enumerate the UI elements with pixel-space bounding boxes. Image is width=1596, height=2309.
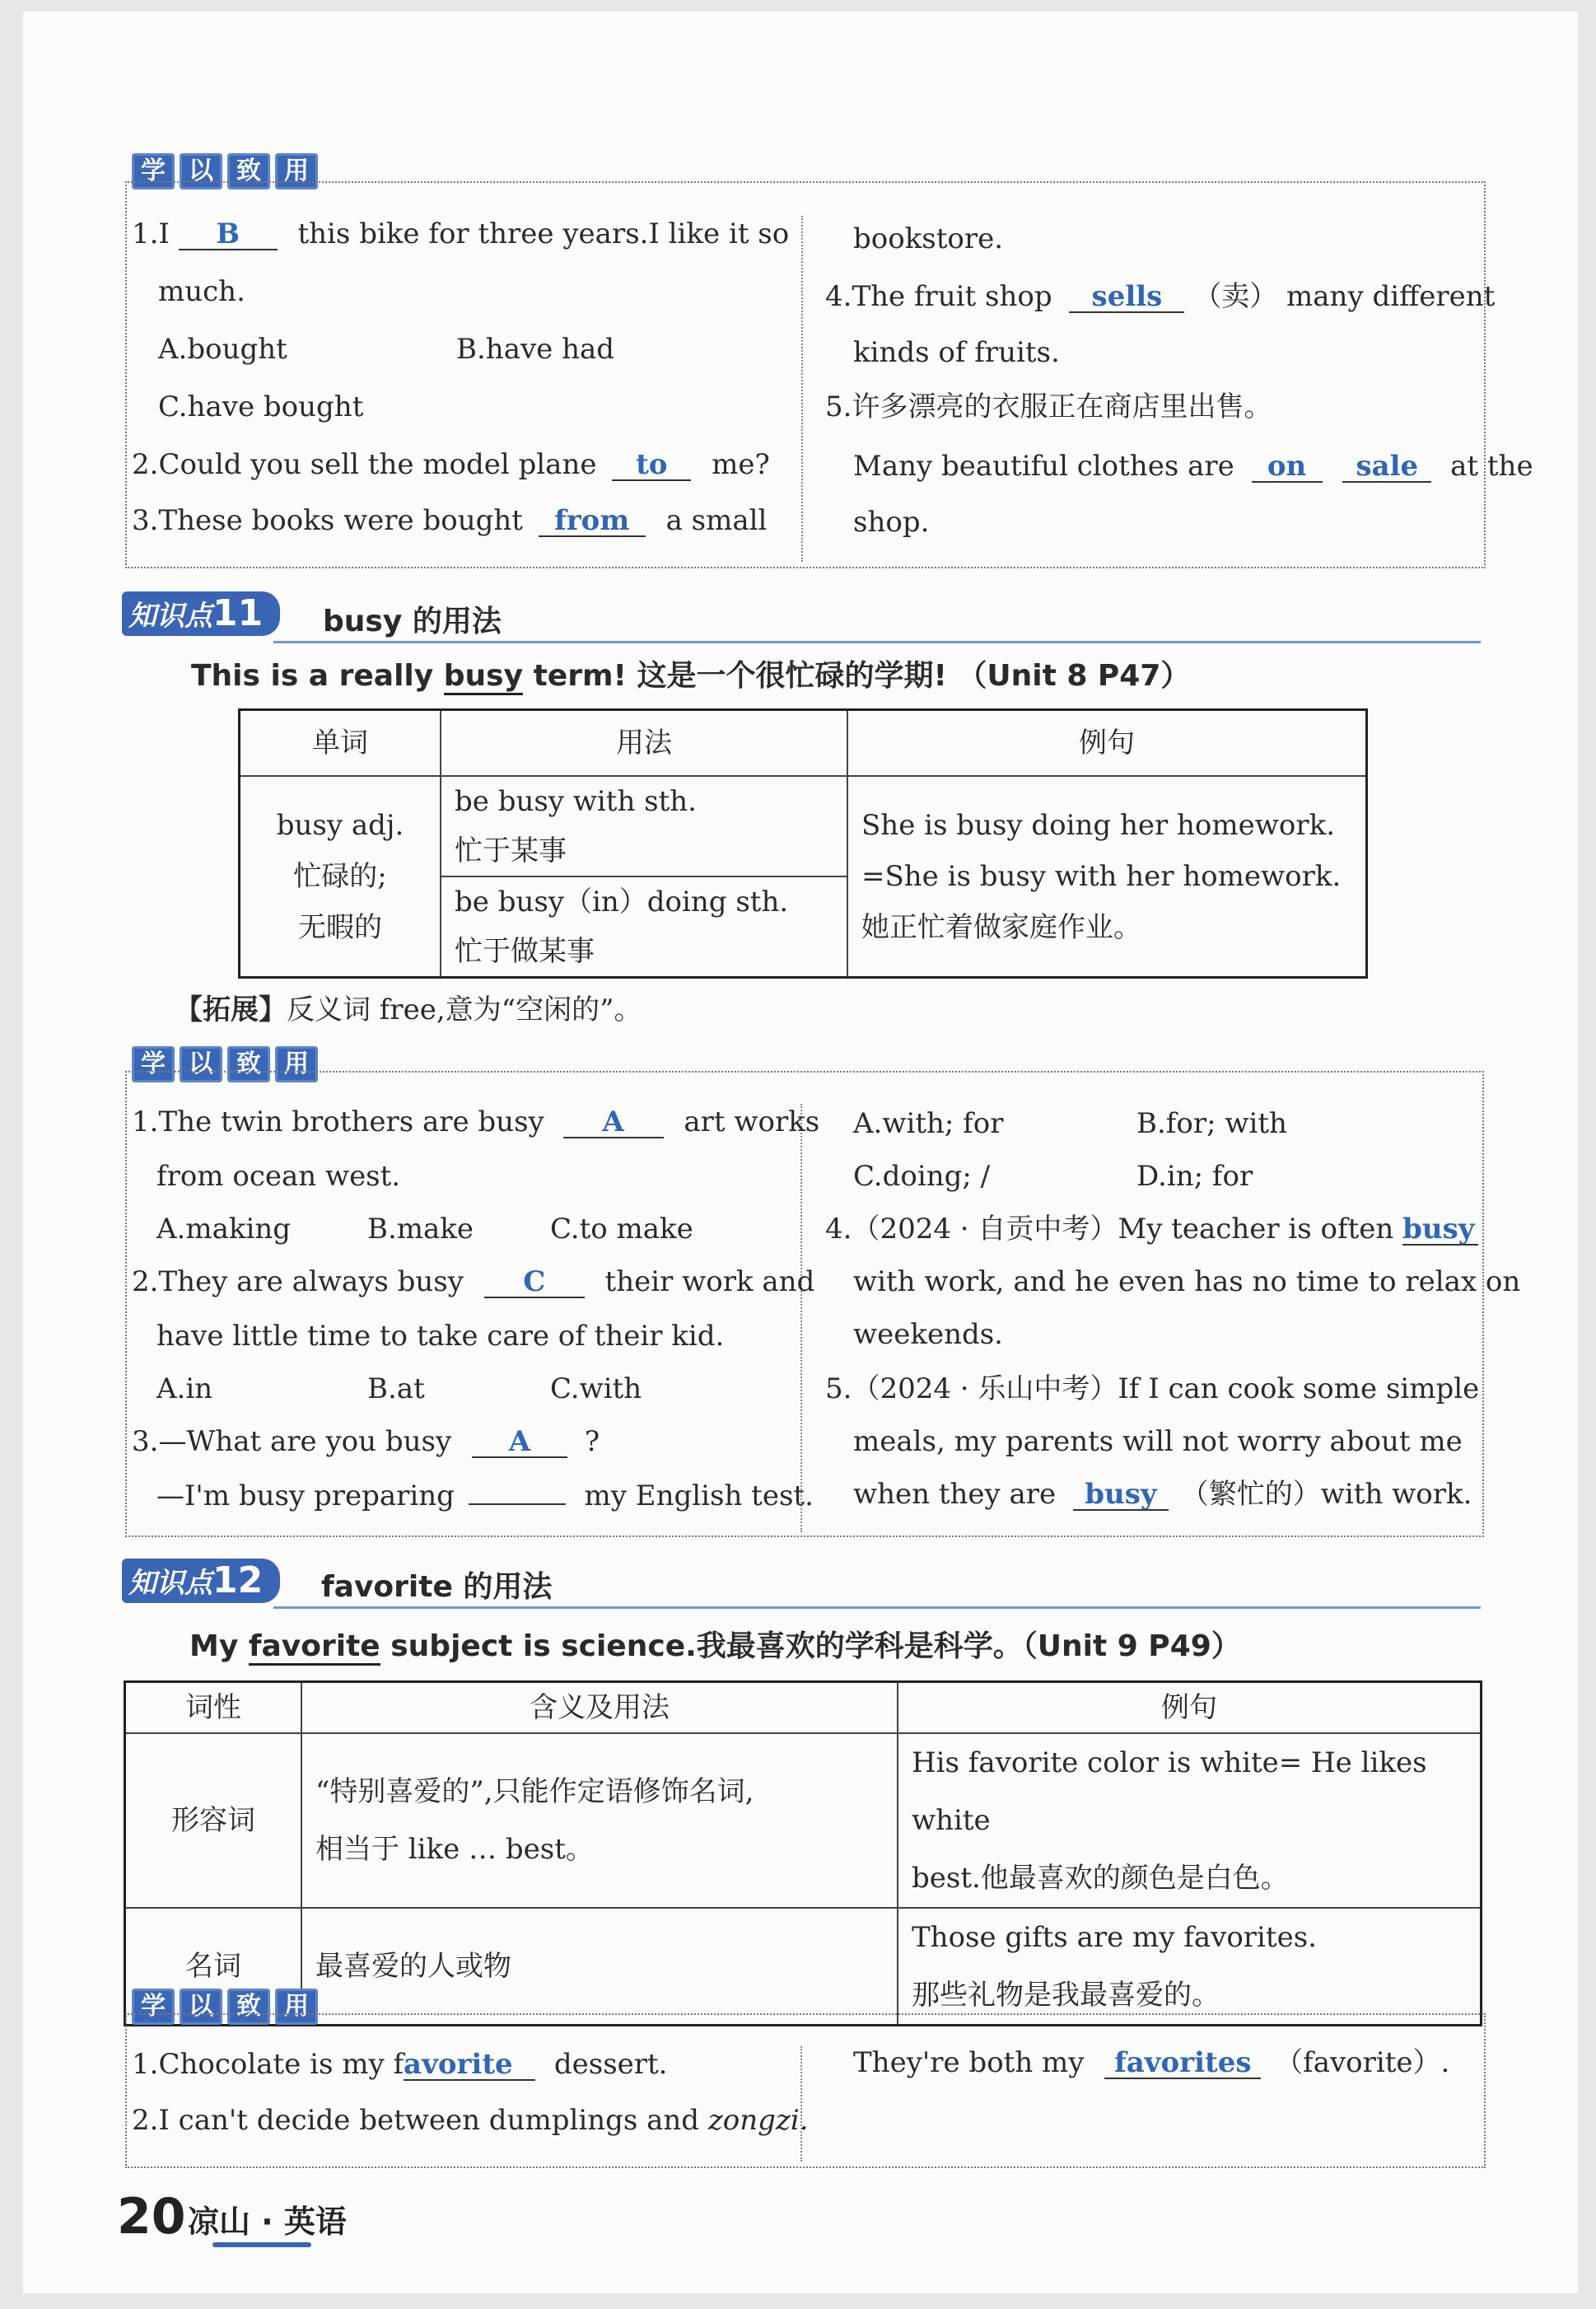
question-4: 4.（2024 · 自贡中考）My teacher is often busy [825, 1213, 1478, 1246]
extension-note: 【拓展】反义词 free,意为“空闲的”。 [175, 993, 642, 1026]
table-cell [441, 776, 847, 876]
cell-text: be busy（in）doing sth. [455, 886, 789, 918]
question-text: kinds of fruits. [853, 336, 1060, 369]
cell-text: She is busy doing her homework. [861, 809, 1335, 842]
cell-text: 她正忙着做家庭作业。 [861, 911, 1141, 944]
question-text: much. [158, 275, 245, 308]
question-2: 2.I can't decide between dumplings and zongzi. [132, 2104, 809, 2137]
question-text: with work, and he even has no time to relax on [853, 1265, 1521, 1298]
question-4: 4.The fruit shop sells （卖） many different [825, 280, 1496, 313]
column-divider [800, 1104, 802, 1532]
answer-blank: A [563, 1107, 664, 1138]
badge-char: 致 [227, 1046, 270, 1082]
question-text: Many beautiful clothes are on sale at the [853, 450, 1533, 483]
question-5: 5.（2024 · 乐山中考）If I can cook some simple [825, 1372, 1480, 1405]
answer-blank: B [179, 219, 278, 250]
answer-blank: C [484, 1267, 585, 1298]
question-text: meals, my parents will not worry about me [853, 1425, 1463, 1458]
table-cell [898, 1733, 1482, 1908]
question-text: They're both my favorites （favorite）. [853, 2046, 1450, 2079]
cell-text: Those gifts are my favorites. [912, 1921, 1317, 1954]
option-b: B.at [367, 1372, 425, 1405]
cell-text: His favorite color is white= He likes white [912, 1746, 1427, 1837]
question-2: 2.They are always busy C their work and [132, 1265, 815, 1298]
badge-char: 学 [132, 153, 175, 189]
knowledge-point-title: busy 的用法 [323, 605, 502, 638]
answer-blank: busy [1073, 1479, 1169, 1511]
question-text: bookstore. [853, 222, 1004, 255]
answer-blank: busy [1402, 1214, 1478, 1246]
option-a: A.with; for [853, 1107, 1004, 1140]
cell-text: 忙于做某事 [455, 935, 595, 968]
table-cell [898, 1908, 1482, 2026]
option-c: C.with [550, 1372, 642, 1405]
column-header: 含义及用法 [301, 1682, 898, 1734]
practice-box-2 [125, 1071, 1484, 1537]
table-cell [847, 776, 1367, 978]
question-1: 1.Chocolate is my favorite dessert. [132, 2048, 668, 2081]
practice-box-3 [125, 2013, 1486, 2168]
question-text: —I'm busy preparing my English test. [156, 1479, 814, 1512]
busy-usage-table [238, 708, 1368, 979]
answer-blank: to [612, 450, 691, 481]
table-cell: 最喜爱的人或物 [301, 1908, 898, 2026]
knowledge-point-title: favorite 的用法 [321, 1570, 553, 1604]
knowledge-point-badge: 知识点12 [122, 1559, 280, 1603]
option-a: A.making [156, 1213, 292, 1246]
option-b: B.for; with [1136, 1107, 1287, 1140]
footer-title: 凉山 · 英语 [188, 2204, 347, 2240]
question-text: when they are busy （繁忙的）with work. [853, 1478, 1472, 1511]
option-c: C.to make [550, 1213, 693, 1246]
column-header: 单词 [240, 710, 441, 777]
cell-text: 那些礼物是我最喜爱的。 [912, 1979, 1220, 2012]
answer-blank: avorite [404, 2050, 535, 2081]
question-5: 5.许多漂亮的衣服正在商店里出售。 [825, 390, 1272, 423]
example-sentence: My favorite subject is science.我最喜欢的学科是科学。（Unit 9 P49） [189, 1623, 1241, 1665]
table-cell: 名词 [125, 1908, 302, 2026]
cell-text: be busy with sth. [455, 785, 697, 818]
cell-text: 忙于某事 [455, 834, 567, 867]
badge-char: 用 [275, 153, 318, 189]
badge-char: 致 [227, 1989, 270, 2025]
option-c: C.doing; / [853, 1160, 991, 1193]
question-text: shop. [853, 506, 930, 539]
footer-accent [212, 2242, 311, 2247]
badge-char: 以 [180, 153, 222, 189]
knowledge-point-badge: 知识点11 [122, 591, 280, 636]
page-number: 20 [117, 2188, 186, 2246]
answer-blank: favorites [1104, 2048, 1261, 2079]
question-2: 2.Could you sell the model plane to me? [132, 448, 770, 481]
empty-blank [469, 1503, 566, 1505]
question-text: weekends. [853, 1318, 1003, 1351]
table-cell [441, 876, 847, 978]
badge-char: 学 [132, 1046, 175, 1082]
question-3: 3.These books were bought from a small [132, 504, 768, 537]
answer-blank: on [1252, 451, 1323, 483]
answer-blank: A [472, 1427, 567, 1458]
badge-char: 用 [275, 1989, 318, 2025]
cell-text: 忙碌的; [293, 860, 387, 893]
cell-text: 无暇的 [298, 911, 382, 944]
option-a: A.in [156, 1372, 213, 1405]
cell-text: “特别喜爱的”,只能作定语修饰名词, [315, 1775, 754, 1808]
column-header: 例句 [847, 710, 1367, 777]
option-a: A.bought [158, 333, 287, 366]
table-cell [301, 1733, 898, 1908]
badge-char: 致 [227, 153, 270, 189]
table-cell [240, 776, 441, 978]
divider [273, 641, 1481, 643]
example-sentence: This is a really busy term! 这是一个很忙碌的学期! （Unit 8 P47） [191, 652, 1190, 694]
table-cell: 形容词 [125, 1733, 302, 1908]
column-divider [801, 216, 803, 562]
cell-text: 相当于 like … best。 [315, 1833, 594, 1866]
answer-blank: from [539, 506, 646, 537]
question-1: 1.The twin brothers are busy A art works [132, 1105, 820, 1138]
question-text: from ocean west. [156, 1160, 401, 1193]
badge-char: 学 [132, 1989, 175, 2025]
badge-char: 用 [275, 1046, 318, 1082]
column-header: 例句 [898, 1682, 1482, 1734]
divider [273, 1606, 1481, 1609]
option-b: B.have had [456, 333, 615, 366]
cell-text: best.他最喜欢的颜色是白色。 [912, 1862, 1289, 1895]
question-1: 1.I B this bike for three years.I like it so [132, 217, 790, 250]
question-3: 3.—What are you busy A ? [132, 1425, 600, 1458]
column-header: 用法 [441, 710, 847, 777]
option-b: B.make [367, 1213, 474, 1246]
question-text: have little time to take care of their kid. [156, 1320, 725, 1353]
cell-text: busy adj. [276, 809, 404, 842]
badge-char: 以 [180, 1989, 222, 2025]
answer-blank: sells [1069, 282, 1184, 313]
favorite-usage-table [124, 1680, 1482, 2026]
badge-char: 以 [180, 1046, 222, 1082]
option-c: C.have bought [158, 390, 364, 423]
answer-blank: sale [1342, 451, 1431, 483]
cell-text: =She is busy with her homework. [861, 860, 1342, 893]
option-d: D.in; for [1136, 1160, 1253, 1193]
column-header: 词性 [125, 1682, 302, 1734]
